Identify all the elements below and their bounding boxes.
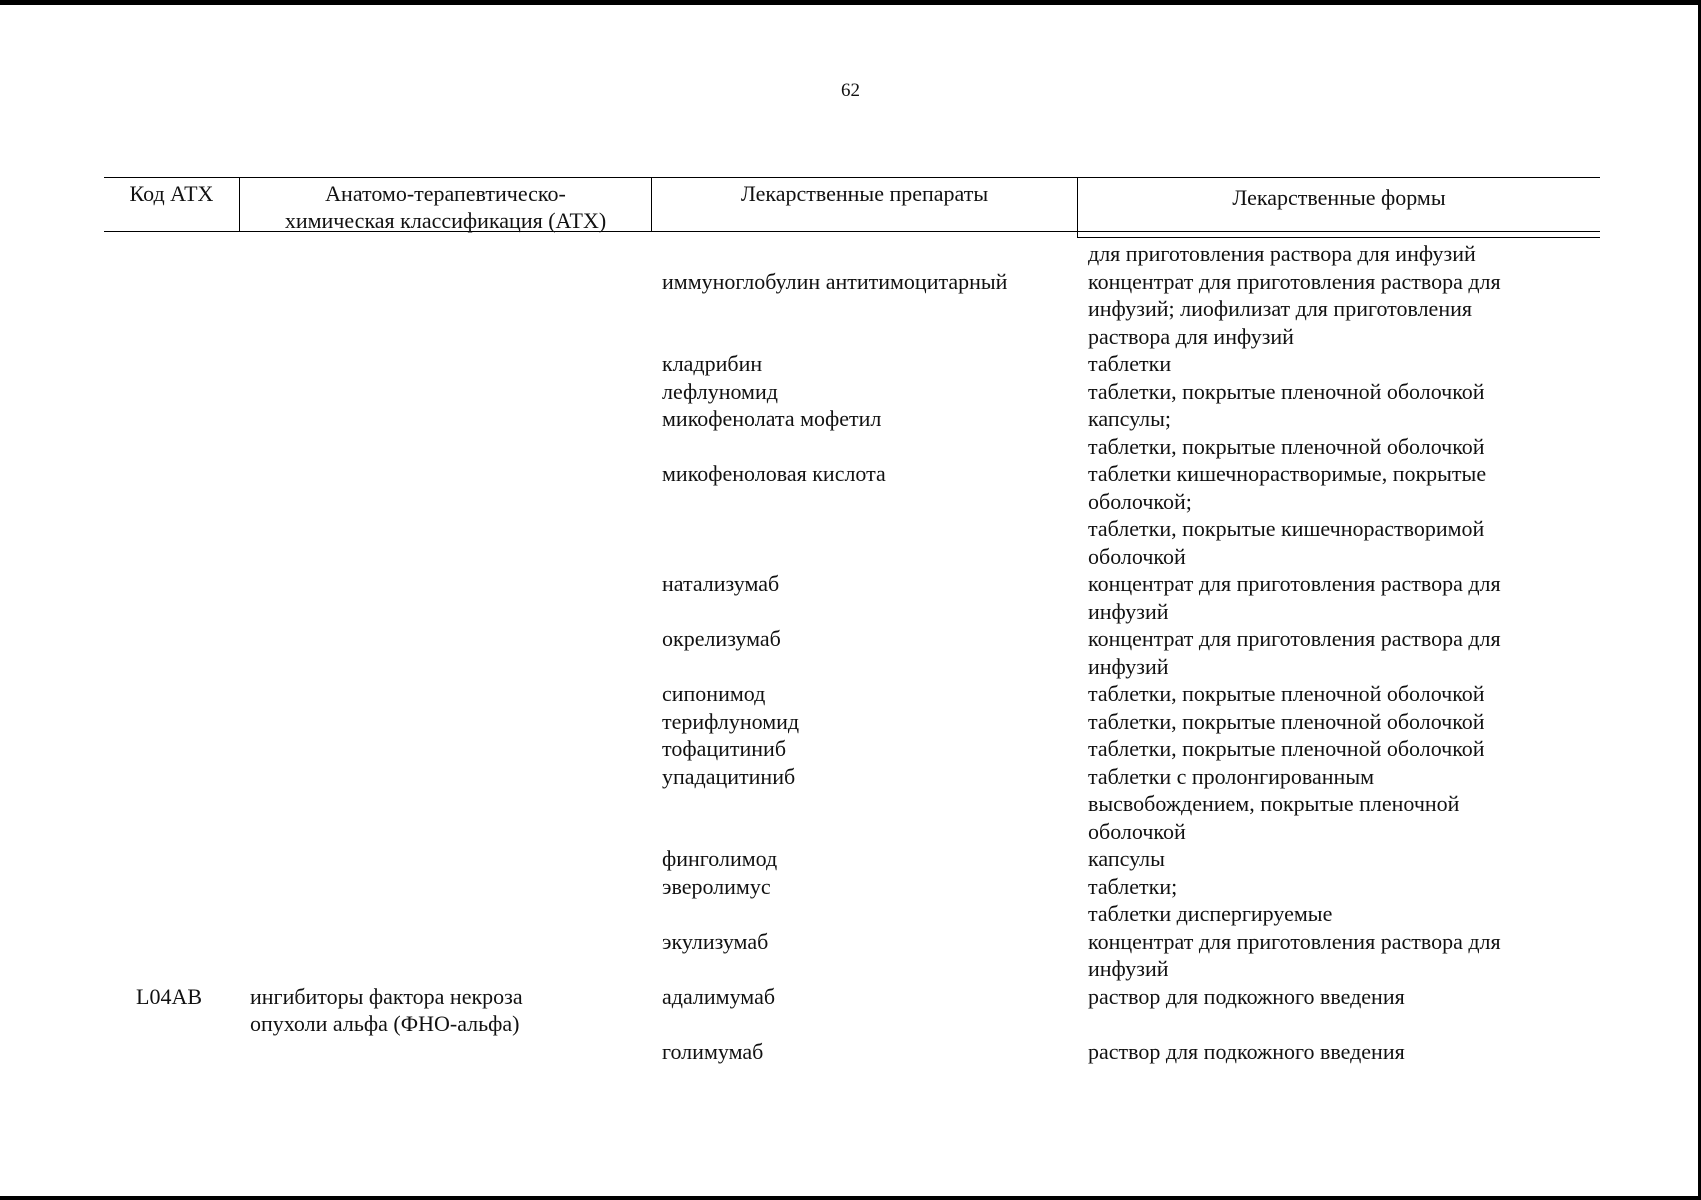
dosage-form-line: оболочкой	[1088, 543, 1186, 569]
dosage-form-line: оболочкой	[1088, 818, 1186, 844]
dosage-forms	[1088, 983, 1598, 1011]
drug-name: натализумаб	[662, 571, 780, 596]
dosage-form-line: оболочкой;	[1088, 488, 1192, 514]
dosage-forms	[1088, 845, 1598, 873]
drug-name: тофацитиниб	[662, 736, 787, 761]
drug-name: эверолимус	[662, 873, 771, 899]
dosage-forms	[1088, 268, 1598, 351]
dosage-form-line: для приготовления раствора для инфузий	[1088, 241, 1476, 266]
dosage-form-line: капсулы	[1088, 846, 1165, 871]
page-number: 62	[841, 80, 860, 101]
dosage-forms	[1088, 460, 1598, 570]
dosage-form-line: инфузий; лиофилизат для приготовления	[1088, 296, 1472, 321]
header-classification-line-2: химическая классификация (АТХ)	[284, 208, 607, 233]
dosage-forms	[1088, 625, 1598, 680]
dosage-form-line: капсулы;	[1088, 406, 1171, 431]
dosage-forms	[1088, 378, 1598, 406]
dosage-form-line: таблетки диспергируемые	[1088, 901, 1333, 926]
dosage-form-line: таблетки, покрытые кишечнорастворимой	[1088, 516, 1485, 541]
classification-line: опухоли альфа (ФНО-альфа)	[250, 1011, 520, 1036]
dosage-forms	[1088, 1038, 1598, 1066]
drug-name: адалимумаб	[662, 983, 776, 1009]
dosage-form-line: таблетки, покрытые пленочной оболочкой	[1088, 378, 1485, 404]
dosage-form-line: таблетки кишечнорастворимые, покрытые	[1088, 461, 1487, 486]
scan-border-top	[0, 0, 1701, 5]
drug-name: микофенолата мофетил	[662, 406, 882, 431]
dosage-forms	[1088, 763, 1598, 846]
header-drugs: Лекарственные препараты	[740, 181, 989, 206]
header-code: Код АТХ	[129, 181, 214, 206]
scan-border-bottom	[0, 1196, 1701, 1200]
header-classification-line-1: Анатомо-терапевтическо-	[325, 181, 566, 206]
dosage-forms	[1088, 708, 1598, 736]
drug-name: сипонимод	[662, 681, 766, 706]
dosage-form-line: инфузий	[1088, 598, 1169, 624]
drug-name: голимумаб	[662, 1038, 764, 1064]
atc-classification	[250, 983, 650, 1038]
classification-line: ингибиторы фактора некроза	[250, 983, 523, 1009]
dosage-forms	[1088, 680, 1598, 708]
drug-name: терифлуномид	[662, 708, 800, 734]
dosage-form-line: инфузий	[1088, 653, 1169, 679]
dosage-form-line: концентрат для приготовления раствора для	[1088, 268, 1501, 294]
drug-name: упадацитиниб	[662, 763, 796, 789]
dosage-form-line: таблетки, покрытые пленочной оболочкой	[1088, 708, 1485, 734]
dosage-form-line: высвобождением, покрытые пленочной	[1088, 791, 1460, 816]
dosage-form-line: таблетки;	[1088, 873, 1178, 899]
dosage-forms	[1088, 928, 1598, 983]
dosage-form-line: концентрат для приготовления раствора для	[1088, 626, 1501, 651]
dosage-form-line: таблетки с пролонгированным	[1088, 763, 1375, 789]
drug-name: окрелизумаб	[662, 626, 781, 651]
atc-code: L04AB	[136, 983, 202, 1009]
dosage-forms	[1088, 873, 1598, 928]
drug-name: экулизумаб	[662, 928, 769, 954]
dosage-forms	[1088, 240, 1598, 268]
dosage-forms	[1088, 405, 1598, 460]
dosage-forms	[1088, 735, 1598, 763]
dosage-form-line: раствор для подкожного введения	[1088, 983, 1405, 1009]
drug-name: кладрибин	[662, 351, 763, 376]
drug-name: иммуноглобулин антитимоцитарный	[662, 268, 1008, 294]
dosage-form-line: таблетки, покрытые пленочной оболочкой	[1088, 681, 1485, 706]
header-classification	[240, 180, 651, 234]
dosage-form-line: концентрат для приготовления раствора для	[1088, 928, 1501, 954]
dosage-forms	[1088, 570, 1598, 625]
dosage-form-line: раствора для инфузий	[1088, 323, 1294, 349]
drug-name: финголимод	[662, 846, 778, 871]
dosage-form-line: таблетки, покрытые пленочной оболочкой	[1088, 433, 1485, 459]
dosage-form-line: раствор для подкожного введения	[1088, 1038, 1405, 1064]
drug-name: лефлуномид	[662, 378, 778, 404]
dosage-form-line: концентрат для приготовления раствора для	[1088, 571, 1501, 596]
dosage-form-line: инфузий	[1088, 956, 1169, 981]
header-bottom-rule-forms	[1077, 237, 1600, 238]
header-top-rule	[104, 177, 1600, 178]
dosage-forms	[1088, 350, 1598, 378]
dosage-form-line: таблетки, покрытые пленочной оболочкой	[1088, 736, 1485, 761]
dosage-form-line: таблетки	[1088, 351, 1172, 376]
header-forms: Лекарственные формы	[1232, 185, 1446, 210]
drug-name: микофеноловая кислота	[662, 461, 886, 486]
